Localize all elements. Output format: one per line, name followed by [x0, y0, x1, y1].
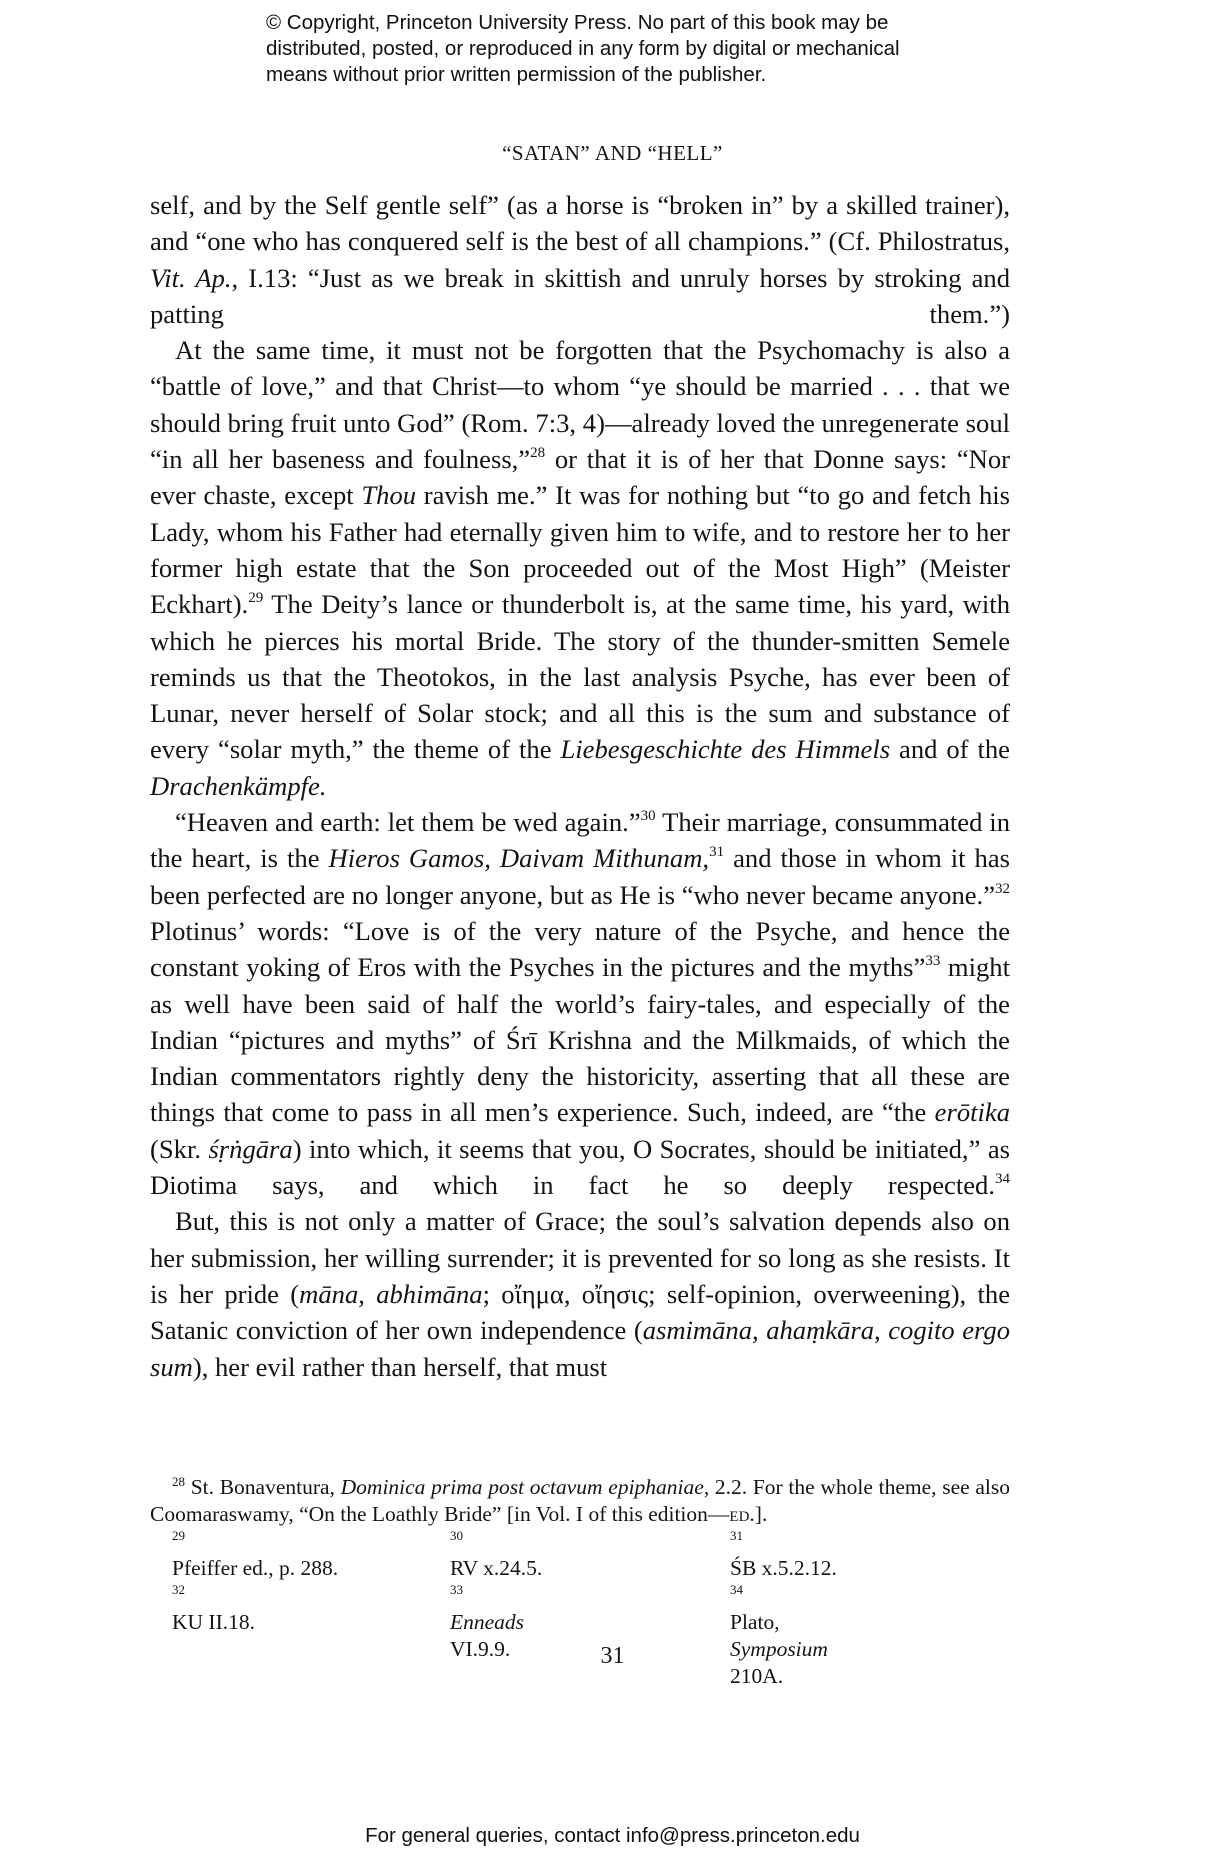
italic-text: erōtika [934, 1097, 1010, 1128]
footnote-ref: 34 [995, 1171, 1010, 1188]
paragraph-1 [150, 187, 1010, 332]
text-run: ravish me.” It was for nothing but “to go and fetch his Lady, whom his Father had eternally given him to wife, and to restore her to her former high estate that the Son proceeded out of the Most High” (Meister Eckhart). [150, 480, 1010, 620]
text-run: 210A. [730, 1664, 784, 1688]
running-head: “SATAN” AND “HELL” [502, 141, 723, 165]
italic-text: Thou [361, 480, 417, 511]
italic-text: māna, abhimāna [299, 1278, 483, 1309]
text-run: “Heaven and earth: let them be wed again.” [175, 807, 641, 838]
footnote-number: 32 [172, 1582, 185, 1597]
footnote-row [150, 1582, 1010, 1690]
text-run: Plotinus’ words: “Love is of the very nature of the Psyche, and hence the constant yoking of Eros with the Psyches in the pictures and the myths” [150, 915, 1010, 983]
footnote-29 [150, 1528, 450, 1582]
text-run: St. Bonaventura, [185, 1475, 341, 1499]
text-run: At the same time, it must not be forgotten that the Psychomachy is also a “battle of love,” and that Christ—to whom “ye should be married . . . that we should bring fruit unto God” (Rom. 7:3, 4)—already loved the unregenerate soul “in all her baseness and foulness,” [150, 335, 1010, 475]
paragraph-3 [150, 804, 1010, 1203]
footnote-ref: 29 [248, 590, 264, 607]
text-run: self, and by the Self gentle self” (as a horse is “broken in” by a skilled trainer), and “one who has conquered self is the best of all champions.” (Cf. Philostratus, [150, 190, 1010, 257]
italic-text: asmimāna, ahaṃkāra, cogito ergo sum [150, 1315, 1010, 1382]
text-run: Plato, [730, 1610, 780, 1634]
italic-text: Drachenkämpfe. [150, 770, 327, 801]
footnote-row [150, 1528, 1010, 1582]
italic-text: Enneads [450, 1610, 525, 1634]
text-run: , I.13: “Just as we break in skittish and unruly horses by stroking and patting them.”) [150, 262, 1010, 329]
text-run: The Deity’s lance or thunderbolt is, at the same time, his yard, with which he pierces his mortal Bride. The story of the thunder-smitten Semele reminds us that the Theotokos, in the last analysis Psyche, has ever been of Lunar, never herself of Solar stock; and all this is the sum and substance of every “solar myth,” the theme of the [150, 589, 1010, 765]
footnote-ref: 32 [995, 880, 1010, 897]
footnote-number: 30 [450, 1528, 463, 1543]
text-run: ) into which, it seems that you, O Socrates, should be initiated,” as Diotima says, and which in fact he so deeply respected. [150, 1133, 1010, 1201]
text-run: might as well have been said of half the world’s fairy-tales, and especially of the Indian “pictures and myths” of Śrī Krishna and the Milkmaids, of which the Indian commentators rightly deny the historicity, asserting that all these are things that come to pass in all men’s experience. Such, indeed, are “the [150, 952, 1010, 1128]
italic-text: Hieros Gamos, Daivam Mithunam, [328, 843, 710, 874]
text-run: VI.9.9. [450, 1637, 511, 1661]
footnote-ref: 28 [530, 445, 546, 462]
text-run: (Skr. [150, 1133, 209, 1164]
text-run: Their marriage, consummated in the heart, is the [150, 807, 1010, 874]
footnote-number: 31 [730, 1528, 743, 1543]
footnote-number: 33 [450, 1582, 463, 1597]
italic-text: Liebesgeschichte des Himmels [560, 734, 891, 765]
paragraph-2 [150, 332, 1010, 804]
footnote-28 [150, 1474, 1010, 1528]
footnote-ref: 33 [925, 953, 941, 970]
footnote-31 [730, 1528, 1010, 1582]
text-run: ]. [754, 1502, 768, 1526]
footnote-number: 29 [172, 1528, 185, 1543]
footnote-number: 34 [730, 1582, 743, 1597]
copyright-line: distributed, posted, or reproduced in any form by digital or mechanical [266, 37, 900, 60]
small-caps-text: ed. [729, 1502, 755, 1526]
copyright-line: means without prior written permission of the publisher. [266, 63, 767, 86]
italic-text: Dominica prima post octavum epiphaniae [340, 1475, 704, 1499]
footnote-34 [730, 1582, 1010, 1690]
text-run: ; οἴημα, οἴησις; self-opinion, overweening), the Satanic conviction of her own independence ( [150, 1278, 1010, 1346]
page-number: 31 [600, 1643, 625, 1669]
copyright-notice [266, 10, 1026, 88]
footnote-number: 28 [172, 1474, 185, 1489]
italic-text: Vit. Ap. [150, 262, 232, 293]
text-run: and those in whom it has been perfected are no longer anyone, but as He is “who never became anyone.” [150, 843, 1011, 910]
text-run: or that it is of her that Donne says: “Nor ever chaste, except [150, 444, 1011, 511]
italic-text: Symposium [730, 1637, 828, 1661]
footnote-ref: 31 [709, 844, 725, 861]
text-run: ŚB x.5.2.12. [730, 1556, 837, 1580]
text-run: and of the [890, 734, 1010, 765]
italic-text: śṛṅgāra [208, 1133, 293, 1164]
copyright-line: © Copyright, Princeton University Press. No part of this book may be [266, 11, 889, 34]
text-run: KU II.18. [172, 1610, 255, 1634]
paragraph-4 [150, 1203, 1010, 1384]
footnote-ref: 30 [640, 808, 656, 825]
text-run: Pfeiffer ed., p. 288. [172, 1556, 339, 1580]
footnote-30 [450, 1528, 730, 1582]
footnote-32 [150, 1582, 450, 1690]
text-run: , 2.2. For the whole theme, see also Coomaraswamy, “On the Loathly Bride” [in Vol. I of this edition— [150, 1475, 1010, 1526]
text-run: But, this is not only a matter of Grace; the soul’s salvation depends also on her submission, her willing surrender; it is prevented for so long as she resists. It is her pride ( [150, 1206, 1010, 1309]
body-text [150, 187, 1010, 1385]
footnote-33 [450, 1582, 730, 1690]
footer-contact: For general queries, contact info@press.princeton.edu [365, 1824, 860, 1847]
text-run: ), her evil rather than herself, that must [192, 1351, 608, 1382]
text-run: RV x.24.5. [450, 1556, 543, 1580]
